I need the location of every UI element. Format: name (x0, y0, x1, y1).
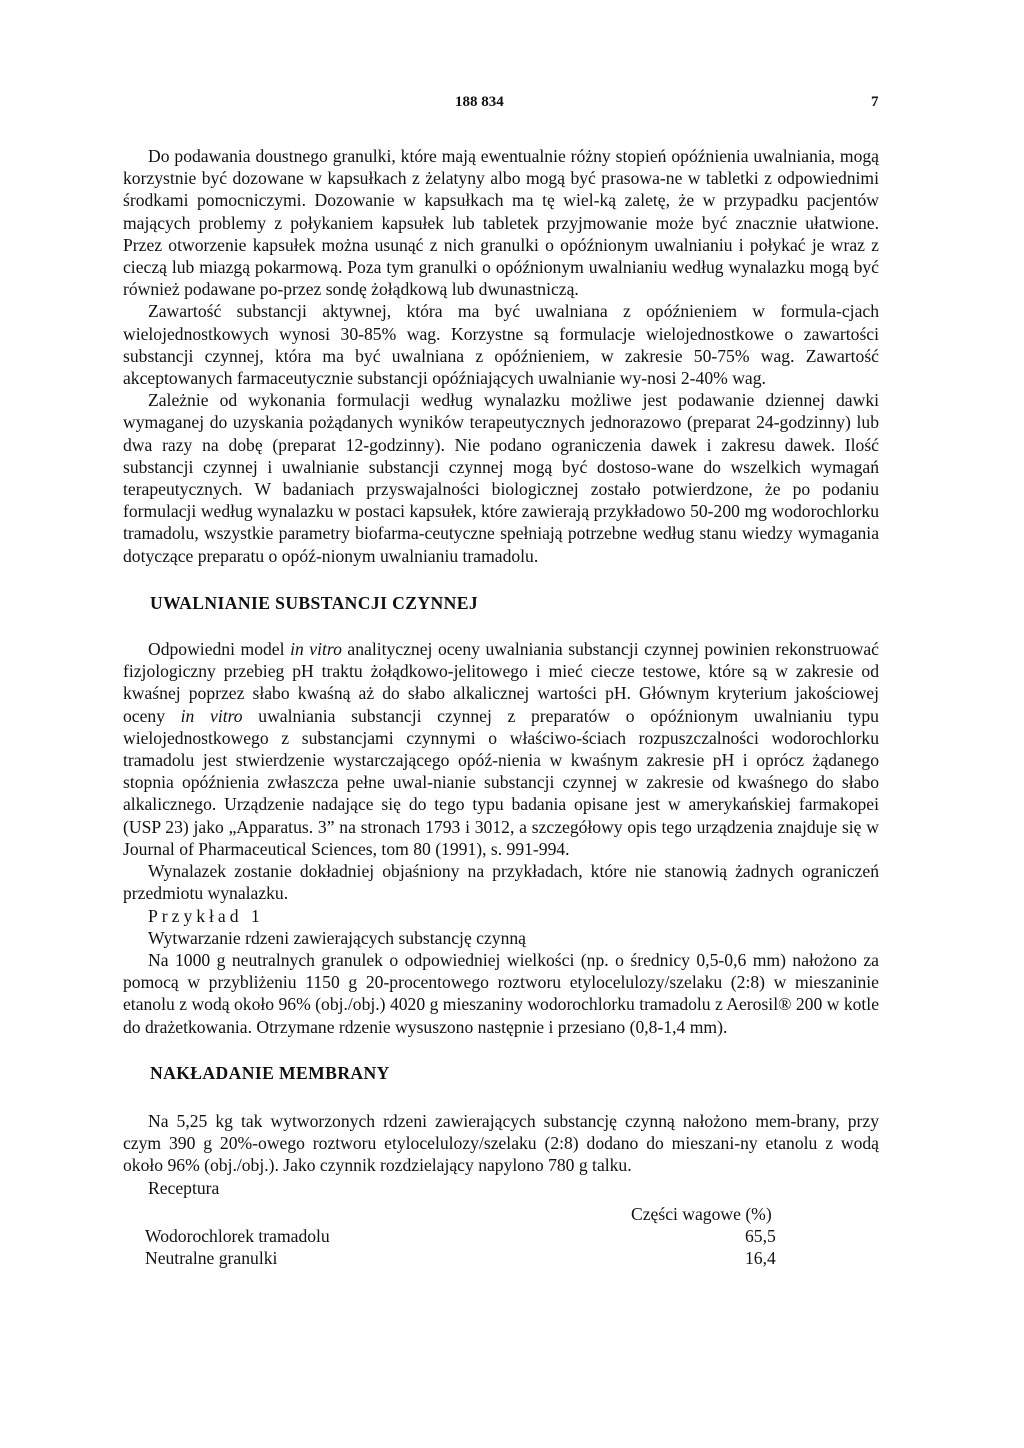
paragraph-oral-administration: Do podawania doustnego granulki, które mają ewentualnie różny stopień opóźnienia uwalniania, mogą korzystnie być dozowane w kapsułkach z żelatyny albo mogą być prasowa-ne w tabletki z odpowiednimi środkami pomocniczymi. Dozowanie w kapsułkach ma tę wiel-ką zaletę, że w przypadku pacjentów mających problemy z połykaniem kapsułek lub tabletek przyjmowanie może być znacznie ułatwione. Przez otworzenie kapsułek można usunąć z nich granulki o opóźnionym uwalnianiu i połykać je wraz z cieczą lub miazgą pokarmową. Poza tym granulki o opóźnionym uwalnianiu według wynalazku mogą być również podawane po-przez sondę żołądkową lub dwunastniczą. (123, 146, 879, 300)
paragraph-dosage: Zależnie od wykonania formulacji według wynalazku możliwe jest podawanie dziennej dawki wymaganej do uzyskania pożądanych wyników terapeutycznych jednorazowo (preparat 24-godzinny) lub dwa razy na dobę (preparat 12-godzinny). Nie podano ograniczenia dawek i zakresu dawek. Ilość substancji czynnej i uwalnianie substancji czynnej mogą być dostoso-wane do wszelkich wymagań terapeutycznych. W badaniach przyswajalności biologicznej zostało potwierdzone, że po podaniu formulacji według wynalazku w postaci kapsułek, które zawierają przykładowo 50-200 mg wodorochlorku tramadolu, wszystkie parametry biofarma-ceutyczne spełniają potrzebne według stanu wiedzy wymagania dotyczące preparatu o opóź-nionym uwalnianiu tramadolu. (123, 390, 879, 566)
page-header (0, 94, 1024, 116)
page-number: 7 (871, 94, 879, 110)
paragraph-invention-examples: Wynalazek zostanie dokładniej objaśniony na przykładach, które nie stanowią żadnych ograniczeń przedmiotu wynalazku. (123, 861, 879, 904)
text-run: analitycznej oceny uwalniania substancji czynnej powinien rekonstruować fizjologiczny przebieg pH traktu żołądkowo-jelitowego i mieć ciecze testowe, które są w zakresie od kwaśnej poprzez słabo kwaśną aż do słabo alkalicznej wartości pH. Głównym kryterium jakościowej oceny (123, 639, 879, 726)
recipe-label: Receptura (148, 1177, 220, 1198)
paragraph-active-content: Zawartość substancji aktywnej, która ma być uwalniana z opóźnieniem w formula-cjach wielojednostkowych wynosi 30-85% wag. Korzystne są formulacje wielojednostkowe o zawartości substancji czynnej, która ma być uwalniana z opóźnieniem, w zakresie 50-75% wag. Zawartość akceptowanych farmaceutycznie substancji opóźniających uwalnianie wy-nosi 2-40% wag. (123, 301, 879, 389)
patent-number: 188 834 (455, 94, 504, 110)
recipe-row (145, 1225, 845, 1247)
text-run: Odpowiedni model (148, 639, 291, 660)
example-title: Wytwarzanie rdzeni zawierających substancję czynną (148, 927, 526, 948)
italic-text-run: in vitro (290, 639, 342, 660)
recipe-weight: 65,5 (745, 1225, 776, 1246)
recipe-column-header: Części wagowe (%) (631, 1203, 772, 1224)
example-label: Przykład 1 (148, 905, 264, 926)
paragraph-membrane-application: Na 5,25 kg tak wytworzonych rdzeni zawierających substancję czynną nałożono mem-brany, przy czym 390 g 20%-owego roztworu etylocelulozy/szelaku (2:8) dodano do mieszani-ny etanolu z wodą około 96% (obj./obj.). Jako czynnik rozdzielający napylono 780 g talku. (123, 1110, 879, 1176)
italic-text-run: in vitro (180, 705, 243, 726)
paragraph-core-production: Na 1000 g neutralnych granulek o odpowiedniej wielkości (np. o średnicy 0,5-0,6 mm) nałożono za pomocą w przybliżeniu 1150 g 20-procentowego roztworu etylocelulozy/szelaku (2:8) w mieszaninie etanolu z wodą około 96% (obj./obj.) 4020 g mieszaniny wodorochlorku tramadolu z Aerosil® 200 w kotle do drażetkowania. Otrzymane rdzenie wysuszono następnie i przesiano (0,8-1,4 mm). (123, 949, 879, 1037)
section-heading-membrane: NAKŁADANIE MEMBRANY (150, 1062, 390, 1083)
recipe-weight: 16,4 (745, 1248, 776, 1269)
section-heading-release: UWALNIANIE SUBSTANCJI CZYNNEJ (150, 592, 479, 613)
recipe-header-row (145, 1203, 845, 1225)
paragraph-in-vitro-model (123, 638, 879, 860)
text-run: uwalniania substancji czynnej z preparatów o opóźnionym uwalnianiu typu wielojednostkowego z substancjami czynnymi o właściwo-ściach rozpuszczalności wodorochlorku tramadolu jest stwierdzenie wystarczającego opóź-nienia w kwaśnym zakresie pH i oprócz żądanego stopnia opóźnienia zwłaszcza pełne uwal-nianie substancji czynnej w zakresie od kwaśnego do słabo alkalicznego. Urządzenie nadające się do tego typu badania opisane jest w amerykańskiej farmakopei (USP 23) jako „Apparatus. 3” na stronach 1793 i 3012, a szczegółowy opis tego urządzenia znajduje się w Journal of Pharmaceutical Sciences, tom 80 (1991), s. 991-994. (123, 705, 879, 859)
recipe-table (123, 1203, 845, 1270)
recipe-ingredient: Neutralne granulki (145, 1248, 278, 1269)
document-body (123, 145, 879, 1269)
recipe-ingredient: Wodorochlorek tramadolu (145, 1225, 330, 1246)
recipe-row (145, 1247, 845, 1269)
